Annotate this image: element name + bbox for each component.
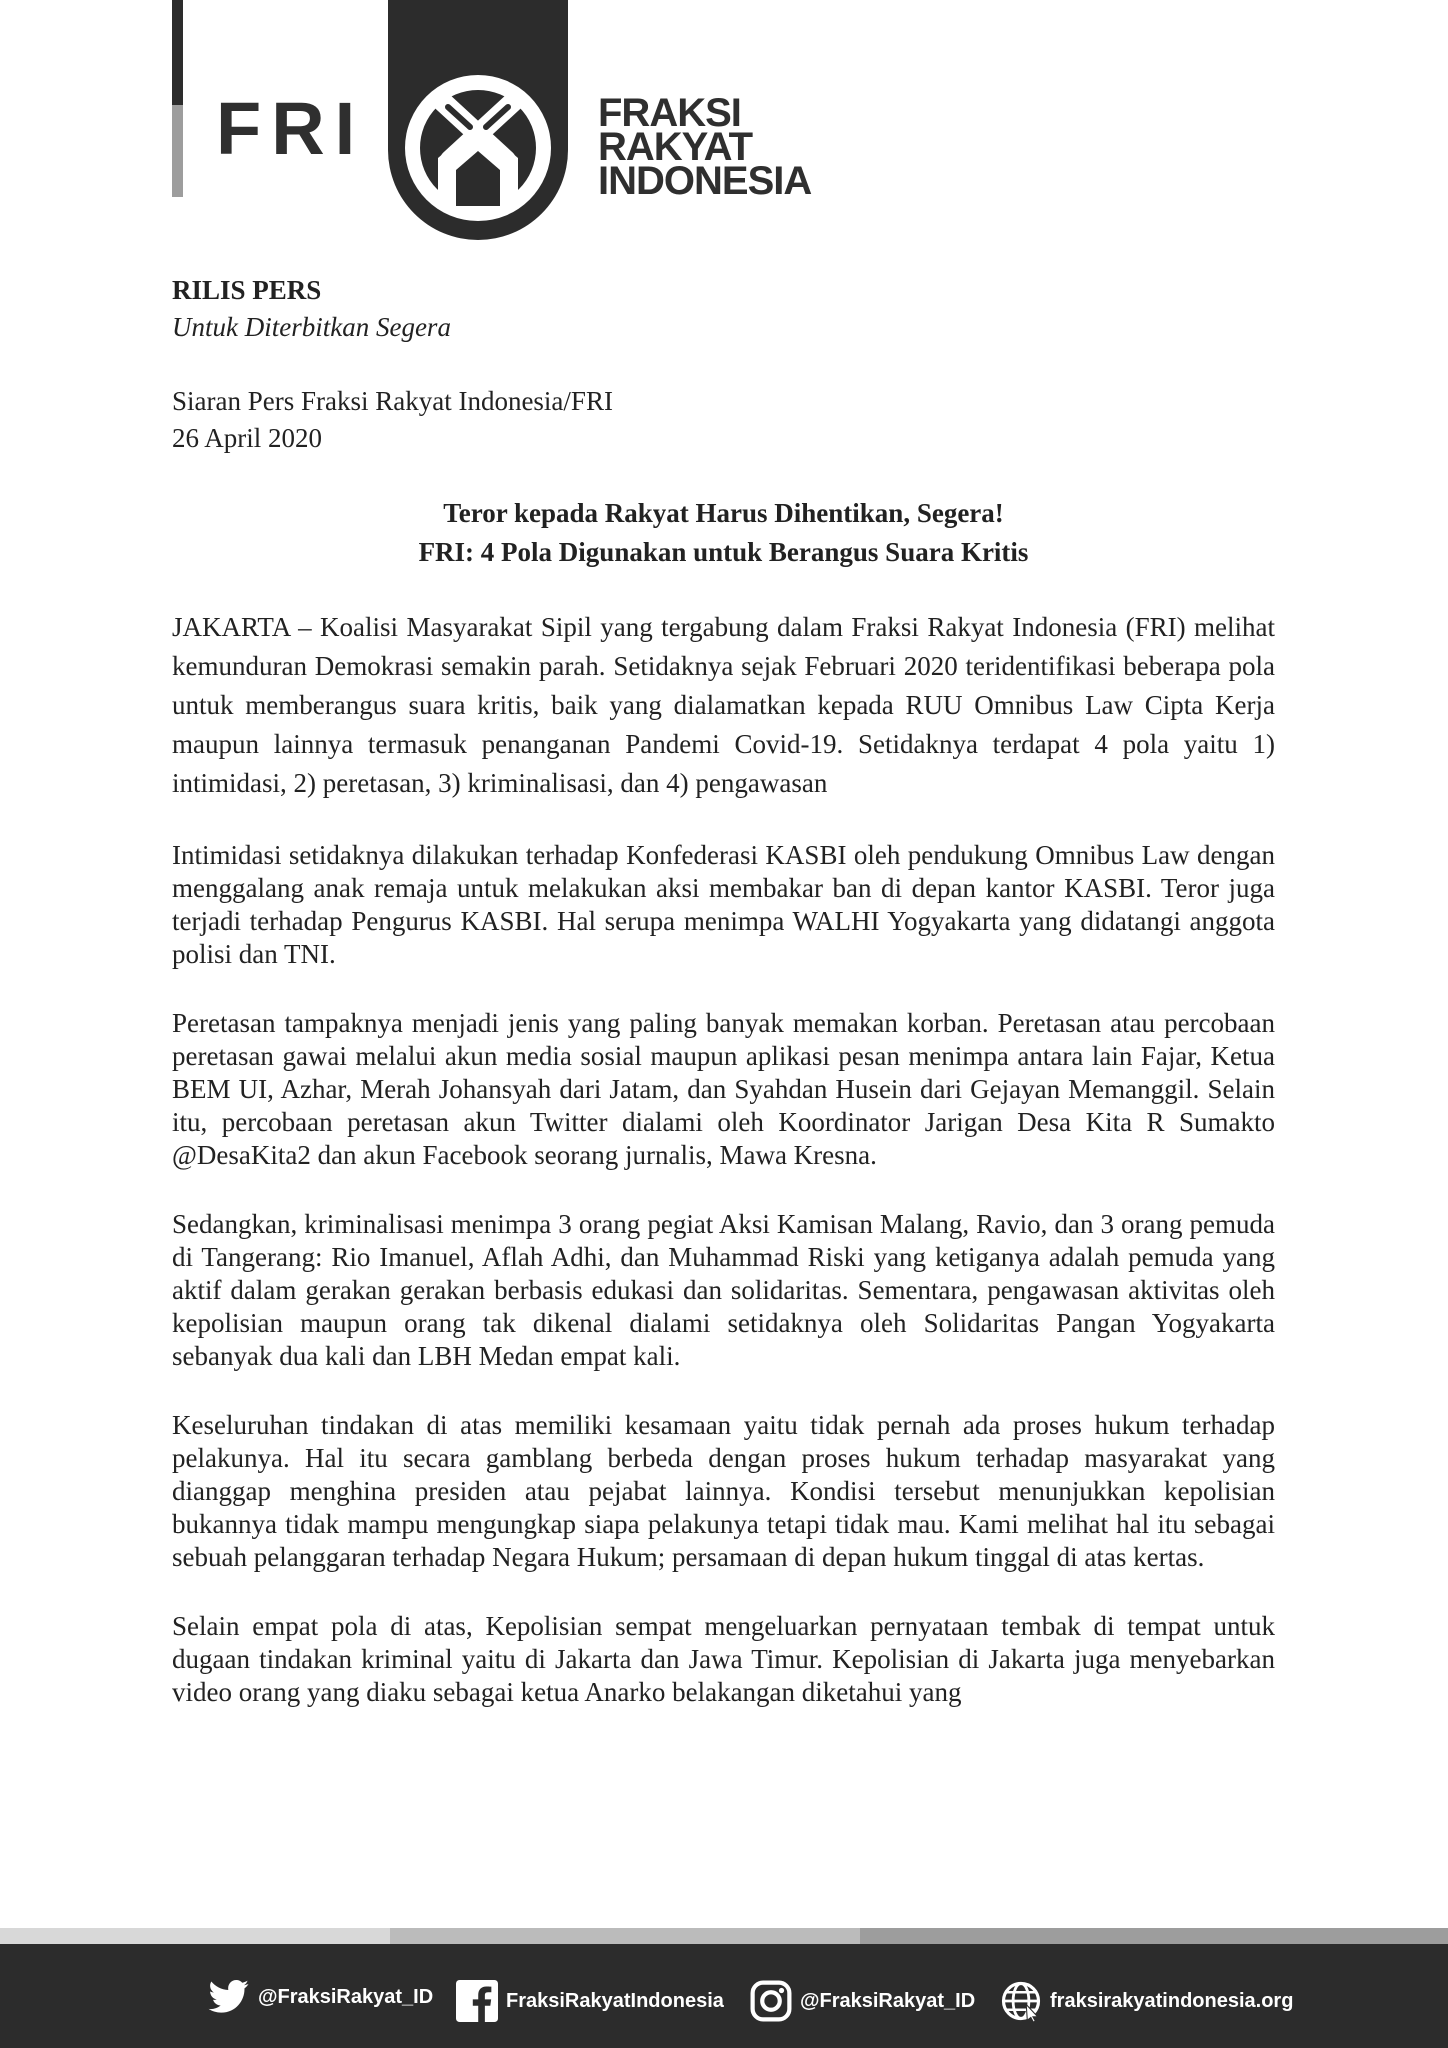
paragraph-hacking: Peretasan tampaknya menjadi jenis yang paling banyak memakan korban. Peretasan atau percobaan peretasan gawai melalui akun media sosial maupun aplikasi pesan menimpa antara lain Fajar, Ketua BEM UI, Azhar, Merah Johansyah dari Jatam, dan Syahdan Husein dari Gejayan Memanggil. Selain itu, percobaan peretasan akun Twitter dialami oleh Koordinator Jarigan Desa Kita R Sumakto @DesaKita2 dan akun Facebook seorang jurnalis, Mawa Kresna. xyxy=(172,1008,1275,1170)
release-meta xyxy=(172,383,1275,457)
headline xyxy=(172,494,1275,572)
fri-emblem-icon xyxy=(388,0,568,242)
footer-website[interactable] xyxy=(1000,1980,1293,2022)
press-release-body xyxy=(172,272,1275,1736)
logo-short-name: FRI xyxy=(216,87,366,170)
paragraph-legal-process: Keseluruhan tindakan di atas memiliki kesamaan yaitu tidak pernah ada proses hukum terhadap pelakunya. Hal itu secara gamblang berbeda dengan proses hukum terhadap masyarakat yang dianggap menghina presiden atau pejabat lainnya. Kondisi tersebut menunjukkan kepolisian bukannya tidak mampu mengungkap siapa pelakunya tetapi tidak mau. Kami melihat hal itu sebagai sebuah pelanggaran terhadap Negara Hukum; persamaan di depan hukum tinggal di atas kertas. xyxy=(172,1410,1275,1572)
footer-twitter[interactable] xyxy=(208,1980,433,2014)
facebook-page: FraksiRakyatIndonesia xyxy=(506,1989,724,2012)
globe-icon xyxy=(1000,1980,1042,2022)
instagram-handle: @FraksiRakyat_ID xyxy=(800,1989,976,2012)
website-url: fraksirakyatindonesia.org xyxy=(1050,1989,1294,2012)
footer-instagram[interactable] xyxy=(750,1980,975,2022)
twitter-handle: @FraksiRakyat_ID xyxy=(258,1985,434,2008)
release-date: 26 April 2020 xyxy=(172,423,323,453)
logo-word-2: RAKYAT xyxy=(598,125,753,169)
stripe-mid xyxy=(390,1928,860,1944)
headline-line-1: Teror kepada Rakyat Harus Dihentikan, Segera! xyxy=(443,498,1004,528)
footer-stripes xyxy=(0,1928,1448,1944)
stripe-light xyxy=(0,1928,390,1944)
paragraph-intro: JAKARTA – Koalisi Masyarakat Sipil yang tergabung dalam Fraksi Rakyat Indonesia (FRI) melihat kemunduran Demokrasi semakin parah. Setidaknya sejak Februari 2020 teridentifikasi beberapa pola untuk memberangus suara kritis, baik yang dialamatkan kepada RUU Omnibus Law Cipta Kerja maupun lainnya termasuk penanganan Pandemi Covid-19. Setidaknya terdapat 4 pola yaitu 1) intimidasi, 2) peretasan, 3) kriminalisasi, dan 4) pengawasan xyxy=(172,612,1275,798)
logo-wordmark xyxy=(598,91,812,203)
letterhead-bar-dark xyxy=(172,0,183,105)
headline-line-2: FRI: 4 Pola Digunakan untuk Berangus Suara Kritis xyxy=(418,537,1029,567)
paragraph-criminalization: Sedangkan, kriminalisasi menimpa 3 orang pegiat Aksi Kamisan Malang, Ravio, dan 3 orang pemuda di Tangerang: Rio Imanuel, Aflah Adhi, dan Muhammad Riski yang ketiganya adalah pemuda yang aktif dalam gerakan gerakan berbasis edukasi dan solidaritas. Sementara, pengawasan aktivitas oleh kepolisian maupun orang tak dikenal dialami setidaknya oleh Solidaritas Pangan Yogyakarta sebanyak dua kali dan LBH Medan empat kali. xyxy=(172,1209,1275,1371)
release-sublabel: Untuk Diterbitkan Segera xyxy=(172,312,451,342)
facebook-icon xyxy=(456,1980,498,2022)
footer-facebook[interactable] xyxy=(456,1980,724,2022)
footer-bar xyxy=(0,1944,1448,2048)
logo-word-3: INDONESIA xyxy=(598,159,812,203)
logo-word-1: FRAKSI xyxy=(598,91,741,135)
letterhead xyxy=(0,0,1448,260)
letterhead-bar-gray xyxy=(172,105,183,197)
paragraph-intimidation: Intimidasi setidaknya dilakukan terhadap Konfederasi KASBI oleh pendukung Omnibus Law dengan menggalang anak remaja untuk melakukan aksi membakar ban di depan kantor KASBI. Teror juga terjadi terhadap Pengurus KASBI. Hal serupa menimpa WALHI Yogyakarta yang didatangi anggota polisi dan TNI. xyxy=(172,840,1275,969)
twitter-icon xyxy=(208,1980,250,2014)
paragraph-other-actions: Selain empat pola di atas, Kepolisian sempat mengeluarkan pernyataan tembak di tempat untuk dugaan tindakan kriminal yaitu di Jakarta dan Jawa Timur. Kepolisian di Jakarta juga menyebarkan video orang yang diaku sebagai ketua Anarko belakangan diketahui yang xyxy=(172,1611,1275,1707)
release-source: Siaran Pers Fraksi Rakyat Indonesia/FRI xyxy=(172,386,613,416)
release-label: RILIS PERS xyxy=(172,275,322,305)
stripe-dark xyxy=(860,1928,1448,1944)
instagram-icon xyxy=(750,1980,792,2022)
